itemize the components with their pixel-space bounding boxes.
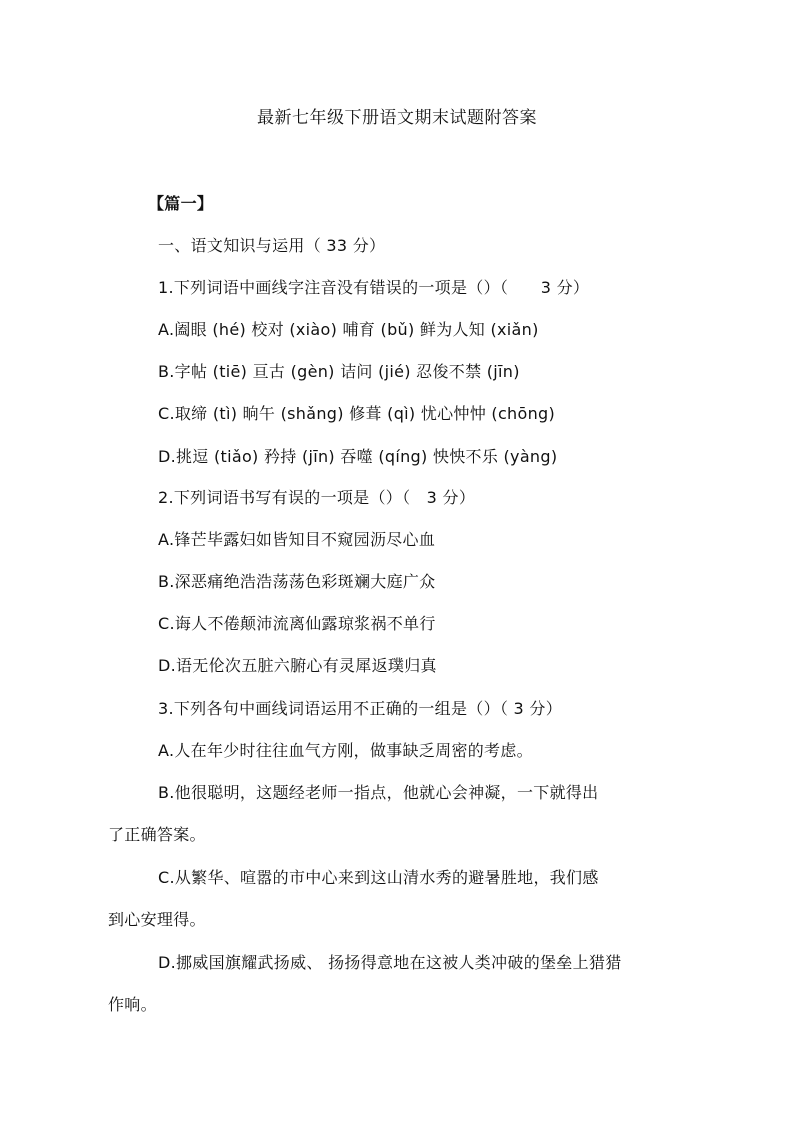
question-1-option-d: D.挑逗 (tiǎo) 矜持 (jīn) 吞噬 (qíng) 怏怏不乐 (yàng) — [158, 447, 558, 466]
question-2-option-a: A.锋芒毕露妇如皆知目不窥园沥尽心血 — [158, 530, 436, 549]
question-2: 2.下列词语书写有误的一项是（）（ 3 分） — [158, 488, 476, 507]
question-1: 1.下列词语中画线字注音没有错误的一项是（）（ 3 分） — [158, 278, 590, 297]
question-2-option-b: B.深恶痛绝浩浩荡荡色彩斑斓大庭广众 — [158, 572, 436, 591]
question-2-option-d: D.语无伦次五脏六腑心有灵犀返璞归真 — [158, 656, 437, 675]
question-3-option-d: D.挪威国旗耀武扬威、 扬扬得意地在这被人类冲破的堡垒上猎猎 — [158, 953, 622, 972]
question-3-option-b: B.他很聪明，这题经老师一指点，他就心会神凝，一下就得出 — [158, 783, 599, 802]
question-3-option-a: A.人在年少时往往血气方刚，做事缺乏周密的考虑。 — [158, 741, 533, 760]
question-3-option-c-continued: 到心安理得。 — [108, 910, 206, 929]
question-2-option-c: C.诲人不倦颠沛流离仙露琼浆祸不单行 — [158, 614, 436, 633]
question-1-option-b: B.字帖 (tiē) 亘古 (gèn) 诘问 (jié) 忍俊不禁 (jīn) — [158, 362, 520, 381]
question-3: 3.下列各句中画线词语运用不正确的一组是（）（ 3 分） — [158, 699, 563, 718]
question-3-option-b-continued: 了正确答案。 — [108, 825, 206, 844]
part-heading: 一、语文知识与运用（ 33 分） — [158, 236, 386, 255]
question-1-option-c: C.取缔 (tì) 晌午 (shǎng) 修葺 (qì) 忧心忡忡 (chōng) — [158, 404, 556, 423]
question-1-option-a: A.阖眼 (hé) 校对 (xiào) 哺育 (bǔ) 鲜为人知 (xiǎn) — [158, 320, 539, 339]
section-label: 【篇一】 — [148, 194, 214, 213]
document-title: 最新七年级下册语文期末试题附答案 — [257, 108, 537, 128]
question-3-option-d-continued: 作响。 — [108, 995, 157, 1014]
question-3-option-c: C.从繁华、喧嚣的市中心来到这山清水秀的避暑胜地，我们感 — [158, 868, 599, 887]
